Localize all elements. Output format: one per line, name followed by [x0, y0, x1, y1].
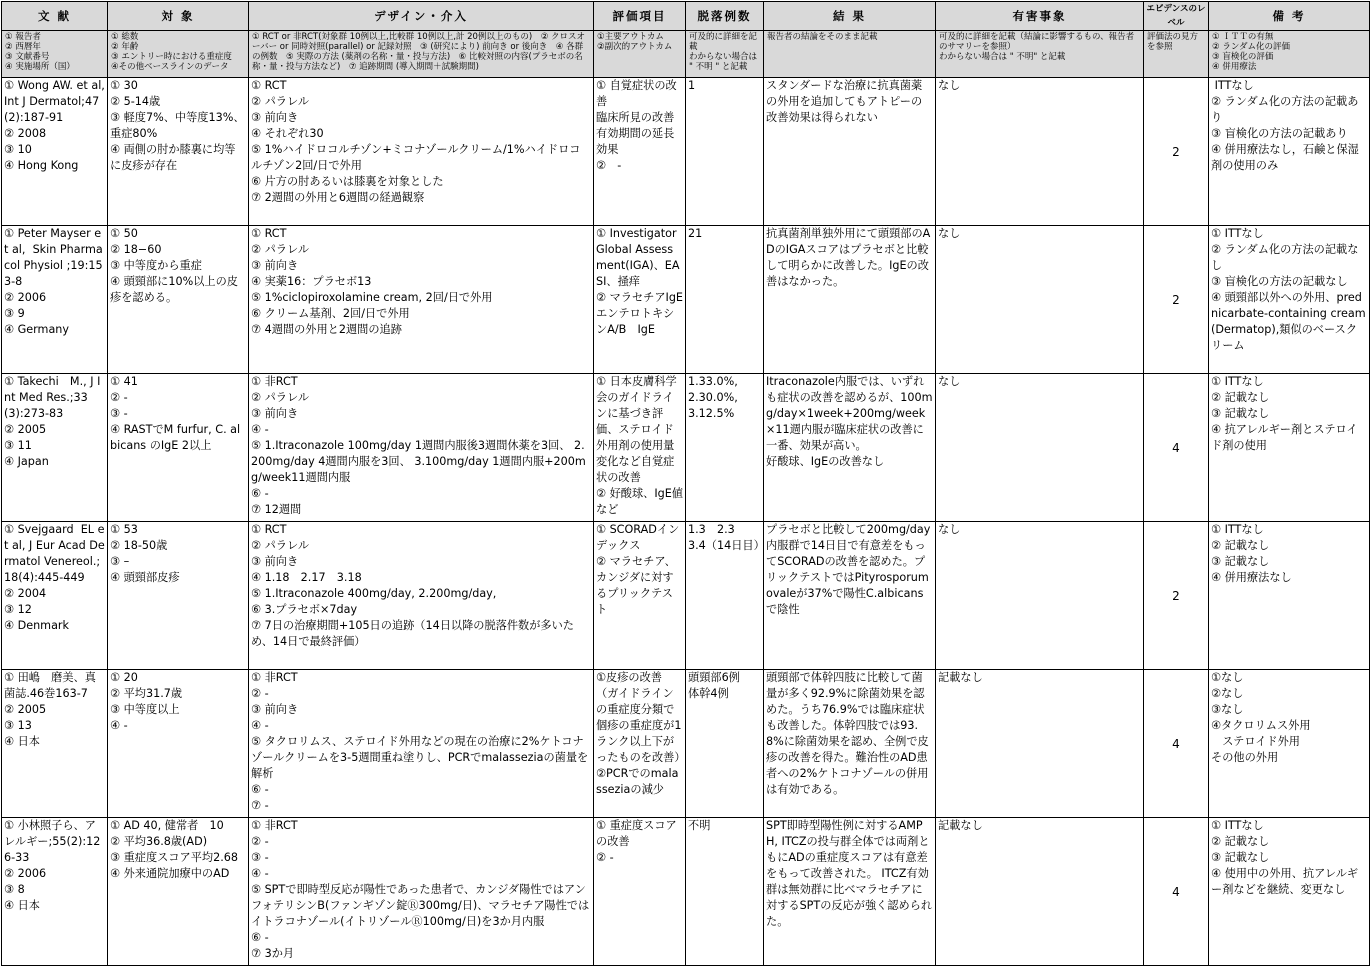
cell-line: ⑤ SPTで即時型反応が陽性であった患者で、カンジダ陽性ではアンフォテリシンB(ファンギゾン錠Ⓡ300mg/日)、マラセチア陽性ではイトラコナゾール(イトリゾールⓇ100mg/日)を3か月内服	[251, 883, 590, 928]
notes-cell	[1209, 818, 1370, 966]
cell-line: ⑦ 3か月	[251, 947, 295, 960]
cell-line: ITTなし	[1211, 79, 1254, 92]
cell-line: ③ 重症度スコア平均2.68	[110, 851, 238, 864]
cell-line: ③ 10	[4, 143, 32, 156]
cell-line: ④ 併用療法なし，石鹸と保湿剤の使用のみ	[1211, 143, 1359, 172]
cell-line: ① ITTなし	[1211, 523, 1264, 536]
cell-line: ① 自覚症状の改善	[596, 79, 677, 108]
header-description-line: ② 西暦年	[5, 42, 41, 52]
cell-line: ④ 使用中の外用、抗アレルギー剤などを継続、変更なし	[1211, 867, 1359, 896]
cell-line: ① 重症度スコアの改善	[596, 819, 677, 848]
cell-line: ⑥ 片方の肘あるいは膝裏を対象とした	[251, 175, 444, 188]
cell-line: ② パラレル	[251, 391, 310, 404]
result-cell	[764, 522, 936, 670]
cell-line: ③ 前向き	[251, 111, 299, 124]
evidence-level-cell: 2	[1144, 78, 1209, 226]
cell-line: 1	[688, 79, 696, 92]
cell-line: ③ 前向き	[251, 407, 299, 420]
cell-line: ① RCT	[251, 523, 287, 536]
header-description-line: ③ 盲検化の評価	[1212, 52, 1274, 62]
design-cell	[249, 226, 594, 374]
cell-line: ④ -	[251, 423, 269, 436]
subject-cell	[108, 374, 249, 522]
cell-line: ④ 外来通院加療中のAD	[110, 867, 230, 880]
cell-line: ④ Germany	[4, 323, 70, 336]
cell-line: ④ RASTでM furfur, C. albicans のIgE 2以上	[110, 423, 241, 452]
header-description-row	[2, 31, 1370, 78]
cell-line: ② 平均36.8歳(AD)	[110, 835, 208, 848]
result-cell	[764, 78, 936, 226]
cell-line: 3.4（14日目）	[688, 539, 765, 552]
header-description-line: ②副次的アウトカム	[597, 42, 673, 52]
cell-line: ② 記載なし	[1211, 539, 1270, 552]
table-row	[2, 670, 1370, 818]
adverse-event-cell	[936, 522, 1144, 670]
cell-line: ④ 1.18 2.17 3.18	[251, 571, 362, 584]
header-description	[108, 31, 249, 78]
cell-line: ③ 軽度7%、中等度13%、重症80%	[110, 111, 245, 140]
notes-cell	[1209, 78, 1370, 226]
cell-line: ① RCT	[251, 79, 287, 92]
header-title: 対 象	[108, 2, 249, 31]
design-cell	[249, 670, 594, 818]
cell-line: なし	[938, 79, 961, 92]
table-row	[2, 226, 1370, 374]
dropout-cell	[686, 522, 764, 670]
cell-line: ② 18-50歳	[110, 539, 168, 552]
cell-line: ⑦ 12週間	[251, 503, 302, 516]
adverse-event-cell	[936, 374, 1144, 522]
notes-cell	[1209, 226, 1370, 374]
cell-line: ③ 前向き	[251, 259, 299, 272]
cell-line: ③ 盲検化の方法の記載あり	[1211, 127, 1348, 140]
cell-line: ⑥ クリーム基剤、2回/日で外用	[251, 307, 410, 320]
cell-line: ③ 中等度以上	[110, 703, 180, 716]
cell-line: ③ 記載なし	[1211, 851, 1270, 864]
cell-line: ② -	[251, 687, 269, 700]
adverse-event-cell	[936, 670, 1144, 818]
cell-line: ④ 頭頸部以外への外用、prednicarbate-containing cream(Dermatop),類似のベースクリーム	[1211, 291, 1366, 352]
cell-line: ①皮疹の改善（ガイドラインの重症度分類で個疹の重症度が1ランク以上下がったものを改善）	[596, 671, 686, 764]
cell-line: ⑦ 7日の治療期間+105日の追跡（14日以降の脱落件数が多いため、14日で最終評価）	[251, 619, 574, 648]
header-description-line: ② ランダム化の評価	[1212, 42, 1290, 52]
cell-line: スタンダードな治療に抗真菌薬の外用を追加してもアトピーの改善効果は得られない	[766, 79, 923, 124]
header-description-line: 報告者の結論をそのまま記載	[767, 32, 878, 42]
cell-line: ③ 前向き	[251, 703, 299, 716]
cell-line: 記載なし	[938, 819, 983, 832]
cell-line: ② 2006	[4, 291, 47, 304]
notes-cell	[1209, 374, 1370, 522]
cell-line: ② 2004	[4, 587, 47, 600]
cell-line: ④ 併用療法なし	[1211, 571, 1292, 584]
cell-line: ⑥ -	[251, 931, 269, 944]
cell-line: ① 日本皮膚科学会のガイドラインに基づき評価、ステロイド外用剤の使用量変化など自覚症状の改善	[596, 375, 677, 484]
design-cell	[249, 78, 594, 226]
outcome-cell	[594, 78, 686, 226]
cell-line: ③ 中等度から重症	[110, 259, 202, 272]
notes-cell	[1209, 670, 1370, 818]
reference-cell	[2, 670, 108, 818]
cell-line: ① Takechi M., J Int Med Res.;33(3):273-83	[4, 375, 101, 420]
header-description-line: ② 年齢	[111, 42, 139, 52]
design-cell	[249, 818, 594, 966]
cell-line: ② パラレル	[251, 539, 310, 552]
cell-line: ① 非RCT	[251, 375, 298, 388]
cell-line: ③ 盲検化の方法の記載なし	[1211, 275, 1348, 288]
header-description-line: ① 報告者	[5, 32, 41, 42]
cell-line: なし	[938, 227, 961, 240]
table-row	[2, 818, 1370, 966]
table-row	[2, 374, 1370, 522]
cell-line: ⑤ 1%ciclopiroxolamine cream, 2回/日で外用	[251, 291, 493, 304]
header-title-row	[2, 2, 1370, 31]
cell-line: エンテロトキシンA/B IgE	[596, 307, 675, 336]
cell-line: ② -	[110, 391, 128, 404]
subject-cell	[108, 226, 249, 374]
subject-cell	[108, 818, 249, 966]
header-description-line: ④ 併用療法	[1212, 62, 1257, 72]
header-description-line: わからない場合は " 不明" と記載	[939, 52, 1066, 62]
design-cell	[249, 374, 594, 522]
cell-line: ⑤ タクロリムス、ステロイド外用などの現在の治療に2%ケトコナゾールクリームを3-5週間重ね塗りし、PCRでmalasseziaの菌量を解析	[251, 735, 589, 780]
cell-line: ② ランダム化の方法の記載あり	[1211, 95, 1359, 124]
cell-line: 抗真菌剤単独外用にて頭頸部のADのIGAスコアはプラセボと比較して明らかに改善した。IgEの改善はなかった。	[766, 227, 931, 288]
header-title: 結 果	[764, 2, 936, 31]
dropout-cell	[686, 78, 764, 226]
cell-line: ② 平均31.7歳	[110, 687, 183, 700]
cell-line: ① 非RCT	[251, 819, 298, 832]
reference-cell	[2, 818, 108, 966]
header-description	[1144, 31, 1209, 78]
cell-line: ② 好酸球、IgE値など	[596, 487, 683, 516]
cell-line: ① Wong AW. et al, Int J Dermatol;47(2):187-91	[4, 79, 112, 124]
cell-line: ② 18−60	[110, 243, 162, 256]
cell-line: ② -	[596, 851, 614, 864]
cell-line: ② パラレル	[251, 243, 310, 256]
cell-line: ④ 両側の肘か膝裏に均等に皮疹が存在	[110, 143, 236, 172]
cell-line: 不明	[688, 819, 711, 832]
header-description-line: ④その他ベースラインのデータ	[111, 62, 229, 72]
cell-line: ③ -	[251, 851, 269, 864]
cell-line: ③ 12	[4, 603, 32, 616]
evidence-level-cell: 4	[1144, 670, 1209, 818]
cell-line: ② -	[251, 835, 269, 848]
cell-line: 頭頸部6例	[688, 671, 740, 684]
header-title: デザイン・介入	[249, 2, 594, 31]
subject-cell	[108, 78, 249, 226]
cell-line: ② マラセチア、カンジダに対するプリックテスト	[596, 555, 676, 616]
cell-line: ② 5-14歳	[110, 95, 161, 108]
outcome-cell	[594, 818, 686, 966]
cell-line: ②PCRでのmalasseziaの減少	[596, 767, 679, 796]
cell-line: ③ –	[110, 555, 130, 568]
header-description	[1209, 31, 1370, 78]
evidence-level-cell: 4	[1144, 818, 1209, 966]
header-description	[249, 31, 594, 78]
cell-line: 2.30.0%,	[688, 391, 738, 404]
dropout-cell	[686, 374, 764, 522]
cell-line: ⑥ 3.プラセボ×7day	[251, 603, 358, 616]
cell-line: 好酸球、IgEの改善なし	[766, 455, 885, 468]
header-description-line: ① RCT or 非RCT(対象群 10例以上,比較群 10例以上,計 20例以上のもの) ② クロスオーバー or 同時対照(parallel) or 記録対照 ③ (研究により) 前向き or 後向き ④ 各群の例数 ⑤ 実際の方法 (薬剤の名称・量・投与方法) ⑥ 比較対照の内容(プラセボの名称・量・投与方法など) ⑦ 追跡期間 (導入期間＋試験期間)	[252, 32, 586, 72]
cell-line: なし	[938, 523, 961, 536]
cell-line: ④ Denmark	[4, 619, 70, 632]
subject-cell	[108, 670, 249, 818]
header-description-line: わからない場合は " 不明 " と記載	[689, 52, 760, 72]
cell-line: ② 2006	[4, 867, 47, 880]
result-cell	[764, 226, 936, 374]
outcome-cell	[594, 522, 686, 670]
dropout-cell	[686, 818, 764, 966]
cell-line: ② 記載なし	[1211, 391, 1270, 404]
evidence-level-cell: 2	[1144, 522, 1209, 670]
cell-line: ① 50	[110, 227, 138, 240]
cell-line: ③ 13	[4, 719, 32, 732]
cell-line: ④ 抗アレルギー剤とステロイド剤の使用	[1211, 423, 1358, 452]
result-cell	[764, 374, 936, 522]
adverse-event-cell	[936, 78, 1144, 226]
header-title: 備 考	[1209, 2, 1370, 31]
dropout-cell	[686, 670, 764, 818]
header-title: 脱落例数	[686, 2, 764, 31]
cell-line: ④ -	[251, 719, 269, 732]
header-description	[764, 31, 936, 78]
cell-line: ①なし	[1211, 671, 1244, 684]
cell-line: Itraconazole内服では、いずれも症状の改善を認めるが、100mg/day×1week+200mg/week×11週内服が臨床症状の改善に一番、効果が高い。	[766, 375, 933, 452]
header-title: エビデンスのレベル	[1144, 2, 1209, 31]
cell-line: ① 非RCT	[251, 671, 298, 684]
header-description	[594, 31, 686, 78]
cell-line: ② マラセチアIgE	[596, 291, 683, 304]
cell-line: ① ITTなし	[1211, 375, 1264, 388]
cell-line: ② 2005	[4, 703, 47, 716]
cell-line: 1.33.0%,	[688, 375, 738, 388]
cell-line: なし	[938, 375, 961, 388]
header-description-line: ④ 実施場所（国）	[5, 62, 75, 72]
cell-line: ② パラレル	[251, 95, 310, 108]
cell-line: ③ 記載なし	[1211, 407, 1270, 420]
cell-line: 記載なし	[938, 671, 983, 684]
cell-line: ⑤ 1%ハイドロコルチゾン+ミコナゾールクリーム/1%ハイドロコルチゾン2回/日で外用	[251, 143, 581, 172]
cell-line: ① 小林照子ら、アレルギー;55(2):126-33	[4, 819, 101, 864]
cell-line: 体幹4例	[688, 687, 729, 700]
header-title: 文 献	[2, 2, 108, 31]
cell-line: ステロイド外用	[1211, 735, 1300, 748]
cell-line: ② 2008	[4, 127, 47, 140]
header-title: 評価項目	[594, 2, 686, 31]
cell-line: ① ITTなし	[1211, 227, 1264, 240]
adverse-event-cell	[936, 226, 1144, 374]
header-description-line: 可及的に詳細を記載（結論に影響するもの、報告者のサマリーを参照）	[939, 32, 1135, 52]
cell-line: ④ -	[110, 719, 128, 732]
table-row	[2, 522, 1370, 670]
outcome-cell	[594, 374, 686, 522]
header-description	[686, 31, 764, 78]
cell-line: 有効期間の延長効果	[596, 127, 675, 156]
cell-line: ⑥ -	[251, 783, 269, 796]
outcome-cell	[594, 670, 686, 818]
cell-line: ②なし	[1211, 687, 1244, 700]
cell-line: ③ 11	[4, 439, 32, 452]
cell-line: ⑦ -	[251, 799, 269, 812]
cell-line: ③ 9	[4, 307, 25, 320]
cell-line: ⑥ -	[251, 487, 269, 500]
cell-line: ③なし	[1211, 703, 1244, 716]
cell-line: ④ 頭頸部皮疹	[110, 571, 180, 584]
cell-line: ⑤ 1.Itraconazole 100mg/day 1週間内服後3週間休薬を3回、 2.200mg/day 4週間内服を3回、 3.100mg/day 1週間内服+200mg/week11週間内服	[251, 439, 586, 484]
header-description-line: ①主要アウトカム	[597, 32, 664, 42]
header-description-line: 評価法の見方を参照	[1147, 32, 1199, 52]
cell-line: ① RCT	[251, 227, 287, 240]
header-description-line: 可及的に詳細を記載	[689, 32, 758, 52]
subject-cell	[108, 522, 249, 670]
cell-line: ② 2005	[4, 423, 47, 436]
cell-line: 21	[688, 227, 703, 240]
cell-line: ④ 日本	[4, 899, 40, 912]
cell-line: 臨床所見の改善	[596, 111, 675, 124]
header-description-line: ③ 文献番号	[5, 52, 50, 62]
adverse-event-cell	[936, 818, 1144, 966]
outcome-cell	[594, 226, 686, 374]
reference-cell	[2, 78, 112, 226]
cell-line: ④ -	[251, 867, 269, 880]
cell-line: ① 41	[110, 375, 138, 388]
cell-line: ① 53	[110, 523, 138, 536]
cell-line: ④ 日本	[4, 735, 40, 748]
header-description-line: ① 総数	[111, 32, 139, 42]
cell-line: ⑦ 2週間の外用と6週間の経過観察	[251, 191, 425, 204]
cell-line: ③ 記載なし	[1211, 555, 1270, 568]
cell-line: その他の外用	[1211, 751, 1279, 764]
cell-line: ④タクロリムス外用	[1211, 719, 1311, 732]
cell-line: 頭頸部で体幹四肢に比較して菌量が多く92.9%に除菌効果を認めた。うち76.9%では臨床症状も改善した。体幹四肢では93.8%に除菌効果を認め、全例で皮疹の改善を得た。難治性のAD患者への2%ケトコナゾールの併用は有効である。	[766, 671, 929, 796]
cell-line: ④ Hong Kong	[4, 159, 79, 172]
cell-line: ④ Japan	[4, 455, 49, 468]
design-cell	[249, 522, 594, 670]
table-body	[2, 78, 1370, 966]
evidence-table	[1, 1, 1370, 966]
cell-line: ① Investigator Global Assessment(IGA)、EASI、掻痒	[596, 227, 681, 288]
cell-line: ① ITTなし	[1211, 819, 1264, 832]
cell-line: ③ -	[110, 407, 128, 420]
cell-line: ① 30	[110, 79, 138, 92]
cell-line: ① 20	[110, 671, 138, 684]
cell-line: ② -	[596, 159, 622, 172]
cell-line: ⑤ 1.Itraconazole 400mg/day, 2.200mg/day,	[251, 587, 497, 600]
cell-line: プラセボと比較して200mg/day内服群で14日目で有意差をもってSCORADの改善を認めた。プリックテストではPityrosporum ovaleが37%で陽性C.albicansで陰性	[766, 523, 933, 616]
reference-cell	[2, 522, 108, 670]
cell-line: ③ 前向き	[251, 555, 299, 568]
cell-line: ④ 実薬16：プラセボ13	[251, 275, 372, 288]
header-description	[2, 31, 108, 78]
result-cell	[764, 670, 936, 818]
header-description-line: ③ エントリー時における重症度	[111, 52, 232, 62]
header-description-line: ① ＩＴＴの有無	[1212, 32, 1274, 42]
reference-cell	[2, 226, 108, 374]
cell-line: ① 田嶋 磨美、真菌誌.46巻163-7	[4, 671, 96, 700]
table-row	[2, 78, 1370, 226]
header-description	[936, 31, 1144, 78]
cell-line: ① AD 40, 健常者 10	[110, 819, 224, 832]
cell-line: 1.3 2.3	[688, 523, 735, 536]
cell-line: ① Svejgaard EL et al, J Eur Acad Dermatol Venereol.;18(4):445-449	[4, 523, 105, 584]
cell-line: ④ それぞれ30	[251, 127, 324, 140]
reference-cell	[2, 374, 108, 522]
evidence-level-cell: 4	[1144, 374, 1209, 522]
cell-line: ④ 頭頸部に10%以上の皮疹を認める。	[110, 275, 238, 304]
header-title: 有害事象	[936, 2, 1144, 31]
cell-line: ① SCORADインデックス	[596, 523, 680, 552]
cell-line: ① Peter Mayser et al, Skin Pharmacol Physiol ;19:153-8	[4, 227, 103, 288]
notes-cell	[1209, 522, 1370, 670]
cell-line: SPT即時型陽性例に対するAMPH, ITCZの投与群全体では両剤ともにADの重症度スコアは有意差をもって改善された。 ITCZ有効群は無効群に比べマラセチアに対するSPTの反応が強く認められた。	[766, 819, 933, 928]
cell-line: ⑦ 4週間の外用と2週間の追跡	[251, 323, 402, 336]
cell-line: ③ 8	[4, 883, 25, 896]
dropout-cell	[686, 226, 764, 374]
cell-line: ② ランダム化の方法の記載なし	[1211, 243, 1359, 272]
cell-line: 3.12.5%	[688, 407, 735, 420]
cell-line: ② 記載なし	[1211, 835, 1270, 848]
result-cell	[764, 818, 936, 966]
evidence-level-cell: 2	[1144, 226, 1209, 374]
